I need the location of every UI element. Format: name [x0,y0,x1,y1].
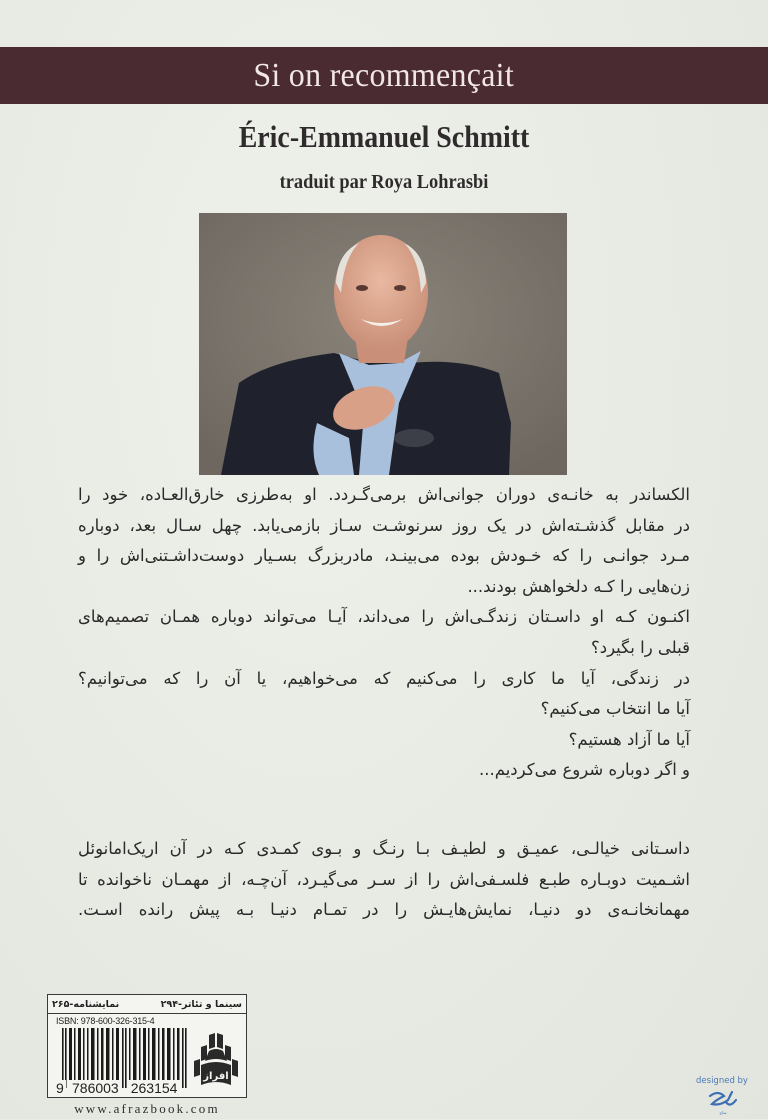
barcode-digits [56,1080,206,1096]
isbn-number: ISBN: 978-600-326-315-4 [56,1016,155,1026]
barcode-digit-lead: 9 [56,1080,66,1096]
publisher-logo-text: افراز [203,1071,229,1082]
afraz-logo-icon [191,1033,241,1091]
author-name: Éric-Emmanuel Schmitt [238,119,530,154]
isbn-barcode-box [47,994,247,1098]
synopsis-line: مـرد جوانـی را که خـودش بوده می‌بینـد، مادربزرگ بسـیار دوست‌داشـتنی‌اش را و [78,546,690,566]
designed-by-label: designed by [696,1076,748,1086]
synopsis-line: اکنـون کـه او داسـتان زندگـی‌اش را می‌داند، آیـا می‌تواند دوباره همـان تصمیم‌های [78,607,690,627]
synopsis-line: زن‌هایی را کـه دلخواهش بودند... [467,576,690,596]
author-photo [199,213,567,475]
publisher-logo [191,1033,241,1095]
synopsis-line: و اگر دوباره شروع می‌کردیم... [479,760,690,780]
series-cinema-theater: سینما و تئاتر-۲۹۴ [160,998,242,1010]
barcode [56,1028,188,1096]
review-line: مهمانخانـه‌ی دو دنیـا، نمایش‌هایـش را در تمـام دنیـا بـه پیش رانده اسـت. [78,900,690,920]
series-header [48,995,246,1014]
barcode-digits-right: 263154 [130,1080,178,1096]
synopsis-line: در زندگی، آیا ما کاری را می‌کنیم که می‌خواهیم، یا آن را که می‌توانیم؟ [78,668,690,688]
synopsis-line: الکساندر به خانـه‌ی دوران جوانی‌اش برمی‌گـردد. او به‌طرزی خارق‌العـاده، خود را [78,485,690,504]
publisher-website[interactable]: www.afrazbook.com [74,1101,220,1116]
translator-credit: traduit par Roya Lohrasbi [279,171,489,193]
series-plays: نمایشنامه-۲۶۵ [52,998,120,1010]
designer-logo [706,1088,740,1120]
synopsis-line: آیا ما انتخاب می‌کنیم؟ [540,699,690,719]
barcode-digits-left: 786003 [72,1080,119,1096]
author-portrait-image [199,213,567,475]
synopsis-line: آیا ما آزاد هستیم؟ [568,729,690,749]
synopsis-line: قبلی را بگیرد؟ [590,637,690,657]
barcode-bars [56,1028,188,1088]
review-paragraph [78,834,690,926]
designer-signature-icon [706,1088,740,1116]
book-title: Si on recommençait [253,56,515,94]
synopsis-line: در مقابل گذشـته‌اش در یک روز سرنوشـت سـاز بازمی‌یابد. چهل سـال بعد، دوباره [78,515,690,535]
review-line: اشـمیت دوبـاره طبـع فلسـفی‌اش را از سـر می‌گیـرد، آن‌چـه، از مهمـان ناخوانده تا [78,869,690,889]
designer-logo-text: ساج [719,1110,727,1115]
title-banner [0,47,768,104]
synopsis-paragraph [78,480,690,786]
review-line: داسـتانی خیالـی، عمیـق و لطیـف بـا رنـگ و بـوی کمـدی کـه در آن اریک‌امانوئل [78,839,690,858]
